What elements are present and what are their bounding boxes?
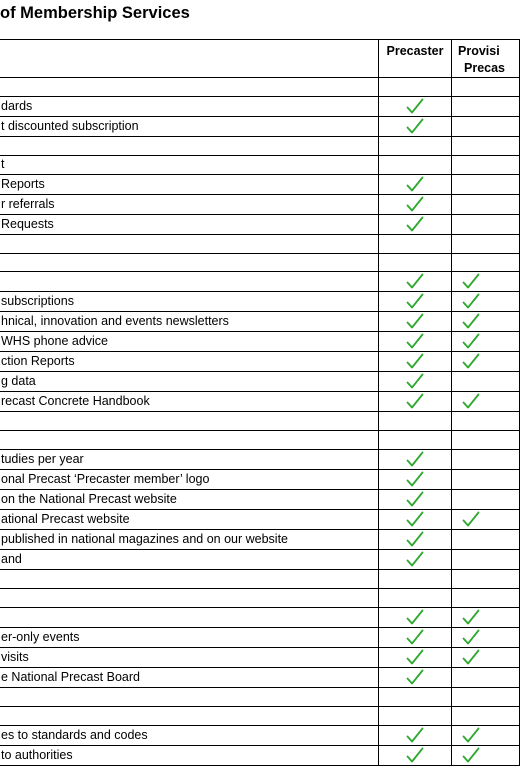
provisional-cell [452, 332, 520, 352]
service-label [0, 272, 379, 292]
provisional-checkmark-icon [462, 293, 480, 309]
provisional-cell [452, 570, 520, 589]
table-row [0, 352, 520, 372]
precaster-cell [379, 470, 452, 490]
precaster-checkmark-icon [406, 118, 424, 134]
provisional-cell [452, 530, 520, 550]
table-row [0, 312, 520, 332]
provisional-cell [452, 116, 520, 136]
service-label-text: ction Reports [1, 354, 75, 369]
header-service [0, 40, 379, 78]
provisional-cell [452, 628, 520, 648]
provisional-cell [452, 668, 520, 688]
service-label-text: t [1, 157, 5, 172]
precaster-checkmark-icon [406, 373, 424, 389]
provisional-cell [452, 78, 520, 97]
provisional-cell [452, 136, 520, 155]
provisional-cell [452, 194, 520, 214]
header-provisional-line2: Precas [464, 61, 506, 75]
table-row [0, 392, 520, 412]
service-label [0, 332, 379, 352]
precaster-cell [379, 392, 452, 412]
precaster-checkmark-icon [406, 176, 424, 192]
precaster-cell [379, 668, 452, 688]
provisional-cell [452, 745, 520, 765]
precaster-cell [379, 530, 452, 550]
precaster-checkmark-icon [406, 727, 424, 743]
precaster-checkmark-icon [406, 98, 424, 114]
precaster-cell [379, 550, 452, 570]
precaster-checkmark-icon [406, 393, 424, 409]
precaster-cell [379, 431, 452, 450]
precaster-cell [379, 490, 452, 510]
service-label [0, 530, 379, 550]
service-label-text: Requests [1, 216, 54, 231]
service-label [0, 725, 379, 745]
service-label [0, 510, 379, 530]
service-label-text: Reports [1, 176, 45, 191]
service-label [0, 253, 379, 272]
precaster-checkmark-icon [406, 531, 424, 547]
precaster-checkmark-icon [406, 313, 424, 329]
precaster-cell [379, 312, 452, 332]
table-row [0, 648, 520, 668]
service-label-text: ational Precast website [1, 512, 130, 527]
service-label [0, 431, 379, 450]
service-label-text: r referrals [1, 196, 55, 211]
precaster-checkmark-icon [406, 629, 424, 645]
service-label [0, 706, 379, 725]
provisional-cell [452, 352, 520, 372]
table-row [0, 470, 520, 490]
header-precaster: Precaster [379, 40, 452, 78]
precaster-cell [379, 96, 452, 116]
precaster-cell [379, 688, 452, 707]
service-label-text: published in national magazines and on our website [1, 532, 288, 547]
service-label [0, 550, 379, 570]
provisional-cell [452, 214, 520, 234]
service-label [0, 155, 379, 174]
table-row [0, 628, 520, 648]
provisional-cell [452, 431, 520, 450]
table-header-row [0, 40, 520, 78]
provisional-checkmark-icon [462, 313, 480, 329]
page-title: of Membership Services [0, 4, 190, 22]
service-label [0, 648, 379, 668]
table-row [0, 688, 520, 707]
provisional-cell [452, 450, 520, 470]
precaster-cell [379, 78, 452, 97]
service-label [0, 412, 379, 431]
provisional-checkmark-icon [462, 393, 480, 409]
service-label [0, 372, 379, 392]
precaster-cell [379, 450, 452, 470]
precaster-cell [379, 352, 452, 372]
precaster-checkmark-icon [406, 649, 424, 665]
precaster-checkmark-icon [406, 216, 424, 232]
table-row [0, 510, 520, 530]
provisional-checkmark-icon [462, 353, 480, 369]
precaster-cell [379, 214, 452, 234]
service-label-text: and [1, 552, 22, 567]
precaster-cell [379, 116, 452, 136]
service-label [0, 116, 379, 136]
service-label [0, 490, 379, 510]
precaster-checkmark-icon [406, 609, 424, 625]
precaster-checkmark-icon [406, 196, 424, 212]
service-label-text: recast Concrete Handbook [1, 394, 150, 409]
provisional-cell [452, 312, 520, 332]
provisional-cell [452, 725, 520, 745]
precaster-cell [379, 292, 452, 312]
precaster-checkmark-icon [406, 669, 424, 685]
service-label-text: er-only events [1, 630, 80, 645]
service-label [0, 392, 379, 412]
provisional-cell [452, 589, 520, 608]
provisional-cell [452, 253, 520, 272]
provisional-checkmark-icon [462, 511, 480, 527]
precaster-checkmark-icon [406, 353, 424, 369]
service-label [0, 688, 379, 707]
precaster-cell [379, 155, 452, 174]
service-label-text: t discounted subscription [1, 118, 139, 133]
provisional-cell [452, 412, 520, 431]
table-row [0, 589, 520, 608]
service-label-text: visits [1, 650, 29, 665]
precaster-cell [379, 725, 452, 745]
provisional-cell [452, 688, 520, 707]
table-row [0, 155, 520, 174]
table-row [0, 608, 520, 628]
service-label [0, 96, 379, 116]
table-row [0, 96, 520, 116]
precaster-checkmark-icon [406, 273, 424, 289]
table-row [0, 570, 520, 589]
provisional-cell [452, 648, 520, 668]
precaster-checkmark-icon [406, 333, 424, 349]
provisional-checkmark-icon [462, 333, 480, 349]
table-row [0, 332, 520, 352]
table-row [0, 490, 520, 510]
provisional-cell [452, 234, 520, 253]
service-label-text: on the National Precast website [1, 492, 177, 507]
table-row [0, 668, 520, 688]
service-label-text: hnical, innovation and events newsletters [1, 314, 229, 329]
provisional-checkmark-icon [462, 649, 480, 665]
service-label [0, 608, 379, 628]
table-row [0, 234, 520, 253]
provisional-cell [452, 510, 520, 530]
service-label-text: dards [1, 98, 33, 113]
precaster-cell [379, 234, 452, 253]
service-label [0, 470, 379, 490]
service-label [0, 570, 379, 589]
precaster-cell [379, 628, 452, 648]
precaster-checkmark-icon [406, 491, 424, 507]
precaster-checkmark-icon [406, 747, 424, 763]
service-label [0, 589, 379, 608]
provisional-cell [452, 372, 520, 392]
precaster-cell [379, 194, 452, 214]
service-label [0, 214, 379, 234]
table-row [0, 253, 520, 272]
table-row [0, 116, 520, 136]
membership-services-table [0, 39, 520, 766]
service-label [0, 78, 379, 97]
precaster-cell [379, 706, 452, 725]
provisional-cell [452, 174, 520, 194]
precaster-cell [379, 648, 452, 668]
precaster-cell [379, 510, 452, 530]
precaster-cell [379, 372, 452, 392]
table-row [0, 372, 520, 392]
service-label-text: g data [1, 374, 36, 389]
provisional-cell [452, 272, 520, 292]
precaster-cell [379, 136, 452, 155]
table-row [0, 530, 520, 550]
service-label-text: subscriptions [1, 294, 74, 309]
service-label-text: to authorities [1, 747, 73, 762]
service-label-text: es to standards and codes [1, 727, 148, 742]
precaster-cell [379, 589, 452, 608]
precaster-checkmark-icon [406, 471, 424, 487]
provisional-cell [452, 292, 520, 312]
precaster-checkmark-icon [406, 293, 424, 309]
service-label [0, 234, 379, 253]
provisional-checkmark-icon [462, 727, 480, 743]
service-label [0, 450, 379, 470]
precaster-cell [379, 174, 452, 194]
provisional-checkmark-icon [462, 747, 480, 763]
table-row [0, 745, 520, 765]
service-label [0, 745, 379, 765]
table-row [0, 214, 520, 234]
provisional-cell [452, 490, 520, 510]
service-label-text: WHS phone advice [1, 334, 109, 349]
service-label [0, 136, 379, 155]
table-row [0, 292, 520, 312]
table-row [0, 412, 520, 431]
provisional-cell [452, 155, 520, 174]
provisional-cell [452, 608, 520, 628]
service-label [0, 352, 379, 372]
precaster-cell [379, 608, 452, 628]
table-row [0, 272, 520, 292]
table-row [0, 450, 520, 470]
header-provisional [452, 40, 520, 78]
service-label [0, 312, 379, 332]
service-label [0, 292, 379, 312]
precaster-cell [379, 332, 452, 352]
service-label [0, 194, 379, 214]
provisional-cell [452, 706, 520, 725]
service-label [0, 628, 379, 648]
service-label [0, 668, 379, 688]
table-row [0, 78, 520, 97]
precaster-cell [379, 570, 452, 589]
provisional-checkmark-icon [462, 629, 480, 645]
table-row [0, 725, 520, 745]
provisional-checkmark-icon [462, 609, 480, 625]
precaster-checkmark-icon [406, 551, 424, 567]
table-row [0, 174, 520, 194]
table-row [0, 706, 520, 725]
table-row [0, 136, 520, 155]
precaster-cell [379, 253, 452, 272]
precaster-cell [379, 272, 452, 292]
provisional-cell [452, 550, 520, 570]
service-label-text: onal Precast ‘Precaster member’ logo [1, 472, 210, 487]
precaster-cell [379, 412, 452, 431]
precaster-cell [379, 745, 452, 765]
provisional-cell [452, 470, 520, 490]
precaster-checkmark-icon [406, 511, 424, 527]
provisional-cell [452, 392, 520, 412]
service-label-text: tudies per year [1, 452, 84, 467]
table-row [0, 194, 520, 214]
provisional-cell [452, 96, 520, 116]
service-label [0, 174, 379, 194]
service-label-text: e National Precast Board [1, 670, 140, 685]
table-row [0, 431, 520, 450]
provisional-checkmark-icon [462, 273, 480, 289]
precaster-checkmark-icon [406, 451, 424, 467]
header-provisional-line1: Provisi [458, 44, 500, 58]
table-row [0, 550, 520, 570]
